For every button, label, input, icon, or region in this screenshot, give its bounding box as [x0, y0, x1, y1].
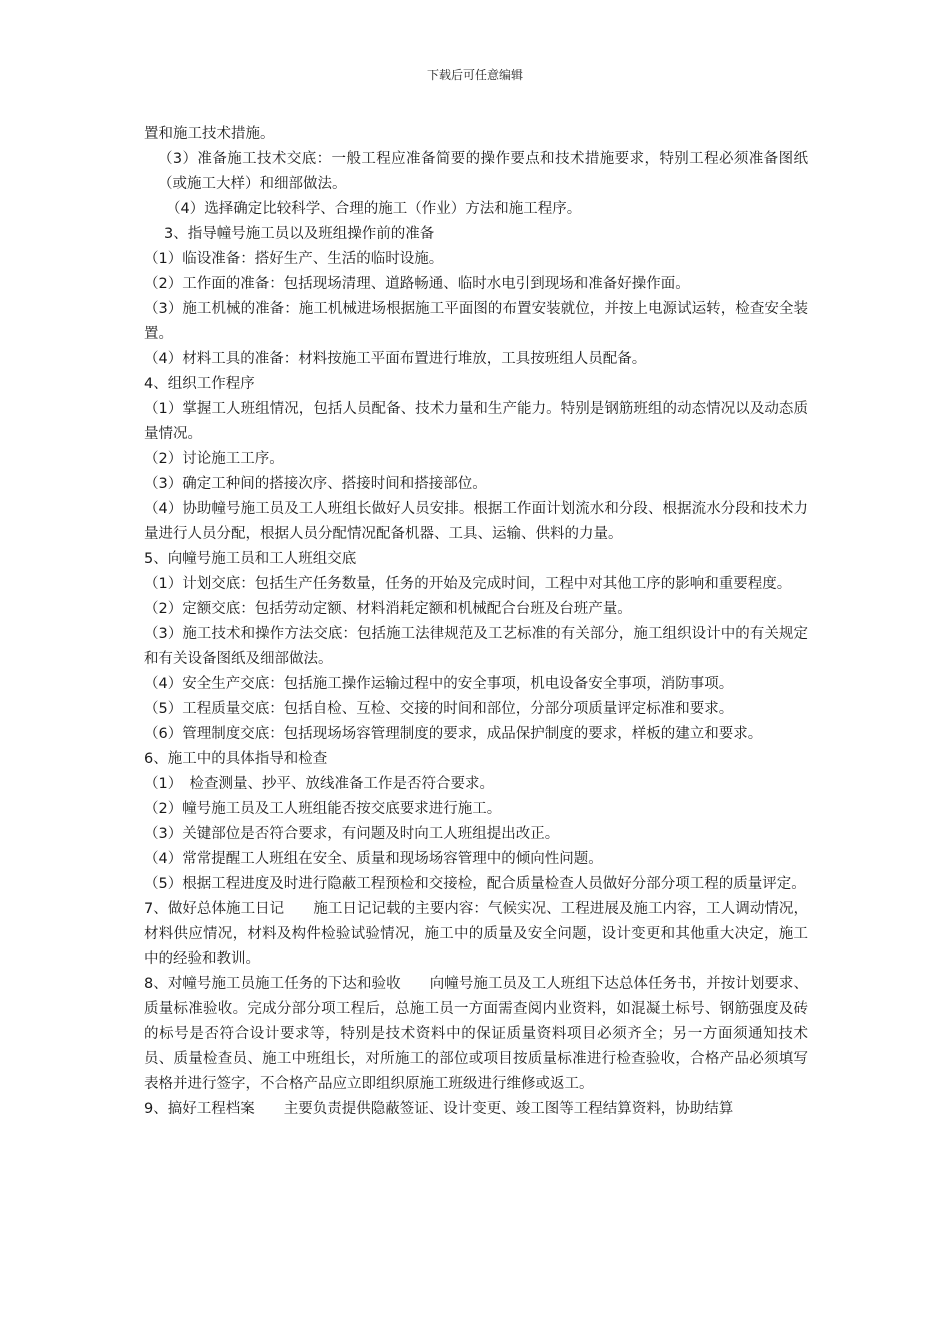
- paragraph: （3）施工机械的准备：施工机械进场根据施工平面图的布置安装就位，并按上电源试运转，检查安全装置。: [144, 301, 808, 342]
- paragraph: （3）施工技术和操作方法交底：包括施工法律规范及工艺标准的有关部分，施工组织设计中的有关规定和有关设备图纸及细部做法。: [144, 626, 808, 667]
- section-heading: 4、组织工作程序: [144, 376, 255, 392]
- section-paragraph: 8、对幢号施工员施工任务的下达和验收 向幢号施工员及工人班组下达总体任务书，并按计划要求、质量标准验收。完成分部分项工程后，总施工员一方面需查阅内业资料，如混凝土标号、钢筋强度及砖的标号是否符合设计要求等，特别是技术资料中的保证质量资料项目必须齐全；另一方面须通知技术员、质量检查员、施工中班组长，对所施工的部位或项目按质量标准进行检查验收，合格产品必须填写表格并进行签字，不合格产品应立即组织原施工班级进行维修或返工。: [144, 976, 808, 1092]
- page-header: 下载后可任意编辑: [426, 68, 523, 82]
- paragraph: （2）幢号施工员及工人班组能否按交底要求进行施工。: [144, 801, 502, 817]
- paragraph: （1）计划交底：包括生产任务数量，任务的开始及完成时间，工程中对其他工序的影响和重要程度。: [144, 576, 792, 592]
- section-paragraph: 9、搞好工程档案 主要负责提供隐蔽签证、设计变更、竣工图等工程结算资料，协助结算: [144, 1101, 734, 1117]
- section-heading: 3、指导幢号施工员以及班组操作前的准备: [164, 226, 435, 242]
- paragraph: （4）安全生产交底：包括施工操作运输过程中的安全事项，机电设备安全事项，消防事项。: [144, 676, 734, 692]
- paragraph: （1）临设准备：搭好生产、生活的临时设施。: [144, 251, 444, 267]
- paragraph: （2）定额交底：包括劳动定额、材料消耗定额和机械配合台班及台班产量。: [144, 601, 632, 617]
- paragraph: （2）讨论施工工序。: [144, 451, 284, 467]
- paragraph: （5）工程质量交底：包括自检、互检、交接的时间和部位，分部分项质量评定标准和要求。: [144, 701, 734, 717]
- paragraph: （4）协助幢号施工员及工人班组长做好人员安排。根据工作面计划流水和分段、根据流水分段和技术力量进行人员分配，根据人员分配情况配备机器、工具、运输、供料的力量。: [144, 501, 808, 542]
- paragraph: （3）关键部位是否符合要求，有问题及时向工人班组提出改正。: [144, 826, 560, 842]
- paragraph: （3）确定工种间的搭接次序、搭接时间和搭接部位。: [144, 476, 487, 492]
- paragraph: （5）根据工程进度及时进行隐蔽工程预检和交接检，配合质量检查人员做好分部分项工程的质量评定。: [144, 876, 806, 892]
- document-body: [144, 122, 808, 1122]
- paragraph: （4）材料工具的准备：材料按施工平面布置进行堆放，工具按班组人员配备。: [144, 351, 647, 367]
- paragraph: （1） 检查测量、抄平、放线准备工作是否符合要求。: [144, 776, 494, 792]
- paragraph: 置和施工技术措施。: [144, 126, 275, 142]
- section-heading: 6、施工中的具体指导和检查: [144, 751, 328, 767]
- paragraph: （4）选择确定比较科学、合理的施工（作业）方法和施工程序。: [166, 201, 582, 217]
- paragraph: （2）工作面的准备：包括现场清理、道路畅通、临时水电引到现场和准备好操作面。: [144, 276, 690, 292]
- paragraph: （6）管理制度交底：包括现场场容管理制度的要求，成品保护制度的要求，样板的建立和要求。: [144, 726, 763, 742]
- section-paragraph: 7、做好总体施工日记 施工日记记载的主要内容：气候实况、工程进展及施工内容，工人调动情况，材料供应情况，材料及构件检验试验情况，施工中的质量及安全问题，设计变更和其他重大决定，施工中的经验和教训。: [144, 901, 808, 967]
- paragraph: （3）准备施工技术交底：一般工程应准备简要的操作要点和技术措施要求，特别工程必须准备图纸（或施工大样）和细部做法。: [158, 151, 808, 192]
- section-heading: 5、向幢号施工员和工人班组交底: [144, 551, 357, 567]
- paragraph: （4）常常提醒工人班组在安全、质量和现场场容管理中的倾向性问题。: [144, 851, 603, 867]
- paragraph: （1）掌握工人班组情况，包括人员配备、技术力量和生产能力。特别是钢筋班组的动态情况以及动态质量情况。: [144, 401, 808, 442]
